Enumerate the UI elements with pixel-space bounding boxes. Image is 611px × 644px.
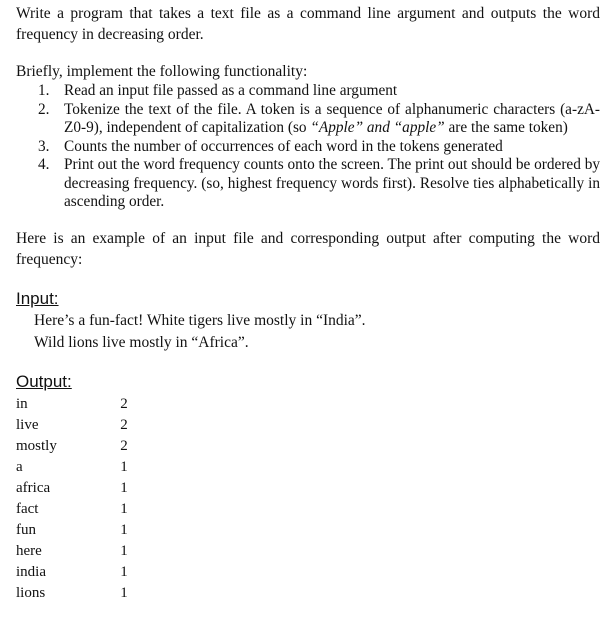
word-cell: lions bbox=[16, 584, 46, 601]
list-item bbox=[16, 82, 600, 101]
list-item-text-tail: are the same token) bbox=[444, 119, 568, 136]
input-example bbox=[34, 310, 600, 354]
word-cell: fun bbox=[16, 521, 36, 538]
list-item bbox=[16, 138, 600, 157]
list-item-text: Print out the word frequency counts onto the screen. The print out should be ordered by decreasing frequency. (so, highest frequency words first). Resolve ties alphabetically in ascending order. bbox=[64, 156, 600, 210]
count-cell: 1 bbox=[120, 479, 128, 496]
table-row bbox=[16, 520, 134, 541]
example-intro-paragraph: Here is an example of an input file and corresponding output after computing the word frequency: bbox=[16, 229, 600, 268]
word-cell: fact bbox=[16, 500, 39, 517]
count-cell: 1 bbox=[120, 542, 128, 559]
list-item-number: 3. bbox=[38, 137, 50, 155]
table-row bbox=[16, 394, 134, 415]
word-cell: in bbox=[16, 395, 28, 412]
input-heading: Input: bbox=[16, 288, 59, 308]
list-item bbox=[16, 101, 600, 138]
word-cell: here bbox=[16, 542, 42, 559]
output-table-body bbox=[16, 394, 134, 604]
functionality-section bbox=[16, 61, 600, 212]
count-cell: 1 bbox=[120, 458, 128, 475]
list-item-text: Counts the number of occurrences of each word in the tokens generated bbox=[64, 137, 503, 155]
output-frequency-table bbox=[16, 394, 134, 604]
functionality-list bbox=[16, 82, 600, 212]
count-cell: 2 bbox=[120, 437, 128, 454]
word-cell: india bbox=[16, 563, 46, 580]
table-row bbox=[16, 415, 134, 436]
list-item-number: 4. bbox=[38, 156, 50, 173]
word-cell: africa bbox=[16, 479, 51, 496]
list-item-number: 1. bbox=[38, 82, 50, 99]
count-cell: 1 bbox=[120, 584, 128, 601]
table-row bbox=[16, 436, 134, 457]
count-cell: 1 bbox=[120, 521, 128, 538]
table-row bbox=[16, 478, 134, 499]
count-cell: 1 bbox=[120, 563, 128, 580]
intro-paragraph: Write a program that takes a text file as a command line argument and outputs the word frequency in decreasing order. bbox=[16, 5, 600, 43]
table-row bbox=[16, 457, 134, 478]
count-cell: 2 bbox=[120, 395, 128, 412]
count-cell: 2 bbox=[120, 416, 128, 433]
input-line: Here’s a fun-fact! White tigers live mostly in “India”. bbox=[34, 311, 366, 329]
count-cell: 1 bbox=[120, 500, 128, 517]
word-cell: a bbox=[16, 458, 23, 475]
list-item-example-quote: “Apple” and “apple” bbox=[310, 119, 445, 136]
output-heading: Output: bbox=[16, 371, 72, 391]
table-row bbox=[16, 583, 134, 604]
list-item bbox=[16, 156, 600, 212]
table-row bbox=[16, 562, 134, 583]
word-cell: live bbox=[16, 416, 39, 433]
document-page bbox=[16, 0, 600, 604]
input-line: Wild lions live mostly in “Africa”. bbox=[34, 333, 249, 351]
list-item-text: Read an input file passed as a command line argument bbox=[64, 82, 398, 99]
functionality-lead: Briefly, implement the following functionality: bbox=[16, 63, 308, 80]
list-item-number: 2. bbox=[38, 100, 50, 118]
table-row bbox=[16, 541, 134, 562]
table-row bbox=[16, 499, 134, 520]
list-item-text: Tokenize the text of the file. A token is a sequence of alphanumeric characters (a-zA-Z0-9), independent of capitalization (so bbox=[64, 100, 600, 136]
word-cell: mostly bbox=[16, 437, 57, 454]
